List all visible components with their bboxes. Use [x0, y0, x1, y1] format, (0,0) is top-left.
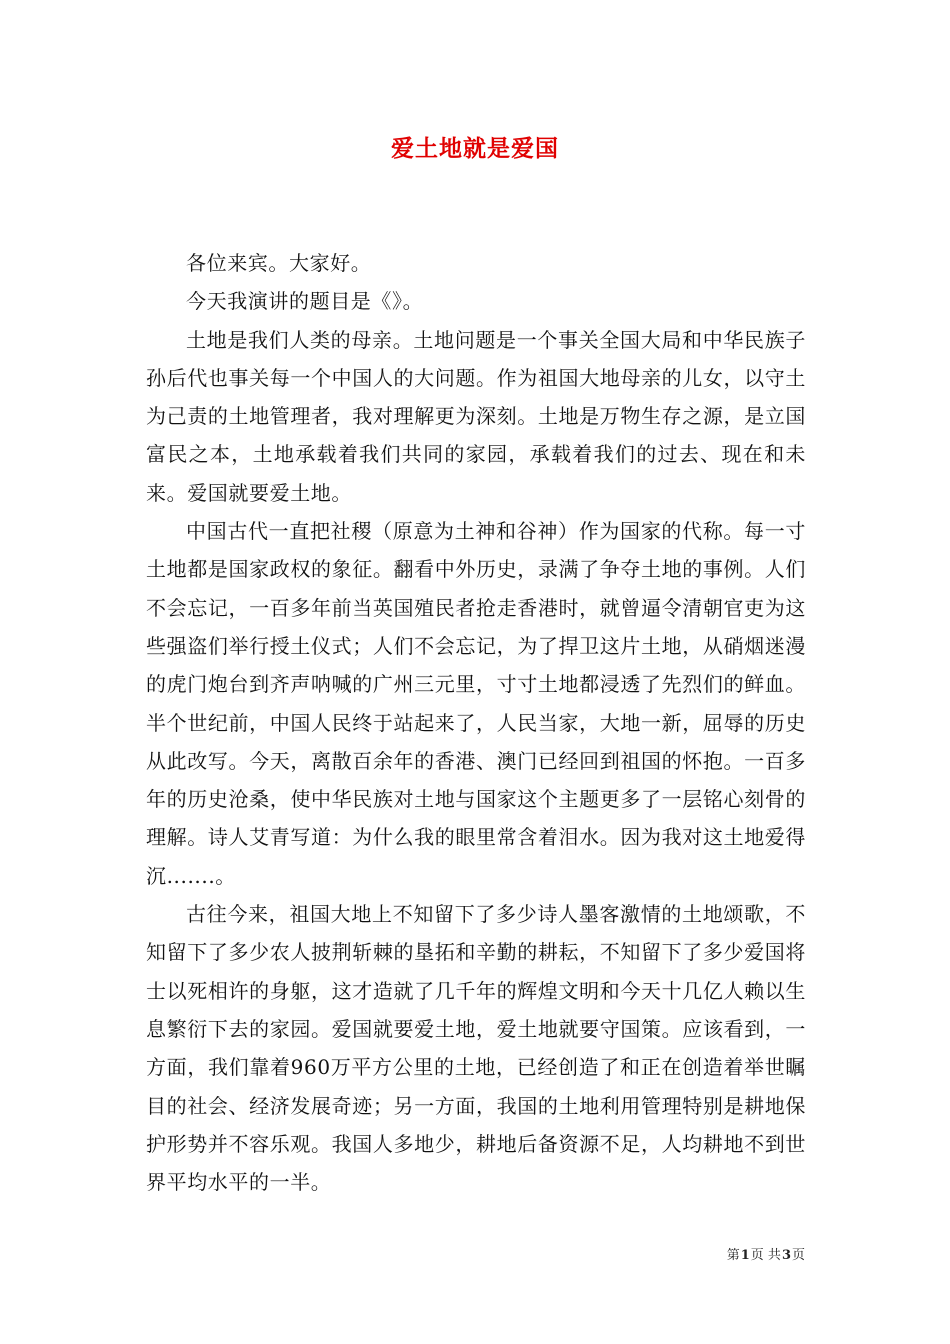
footer-middle: 页 共 — [750, 1248, 781, 1263]
document-body — [146, 244, 806, 1201]
paragraph-topic: 今天我演讲的题目是《》。 — [186, 289, 424, 314]
paragraph-land-mother: 土地是我们人类的母亲。土地问题是一个事关全国大局和中华民族子孙后代也事关每一个中国人的大问题。作为祖国大地母亲的儿女，以守土为己责的土地管理者，我对理解更为深刻。土地是万物生存之源，是立国富民之本，土地承载着我们共同的家园，承载着我们的过去、现在和未来。爱国就要爱土地。 — [146, 327, 806, 505]
paragraph-greeting: 各位来宾。大家好。 — [186, 251, 372, 275]
page-footer — [727, 1247, 805, 1265]
footer-current-page: 1 — [740, 1248, 750, 1263]
footer-prefix: 第 — [726, 1248, 740, 1263]
paragraph-national-policy: 古往今来，祖国大地上不知留下了多少诗人墨客激情的土地颂歌，不知留下了多少农人披荆斩棘的垦拓和辛勤的耕耘，不知留下了多少爱国将士以死相许的身躯，这才造就了几千年的辉煌文明和今天十几亿人赖以生息繁衍下去的家园。爱国就要爱土地，爱土地就要守国策。应该看到，一方面，我们靠着960万平方公里的土地，已经创造了和正在创造着举世瞩目的社会、经济发展奇迹；另一方面，我国的土地利用管理特别是耕地保护形势并不容乐观。我国人多地少，耕地后备资源不足，人均耕地不到世界平均水平的一半。 — [146, 902, 806, 1195]
document-title: 爱土地就是爱国 — [391, 135, 559, 162]
footer-total-pages: 3 — [781, 1248, 791, 1263]
footer-suffix: 页 — [791, 1248, 805, 1263]
paragraph-history: 中国古代一直把社稷（原意为土神和谷神）作为国家的代称。每一寸土地都是国家政权的象征。翻看中外历史，录满了争夺土地的事例。人们不会忘记，一百多年前当英国殖民者抢走香港时，就曾逼令清朝官吏为这些强盗们举行授土仪式；人们不会忘记，为了捍卫这片土地，从硝烟迷漫的虎门炮台到齐声呐喊的广州三元里，寸寸土地都浸透了先烈们的鲜血。半个世纪前，中国人民终于站起来了，人民当家，大地一新，屈辱的历史从此改写。今天，离散百余年的香港、澳门已经回到祖国的怀抱。一百多年的历史沧桑，使中华民族对土地与国家这个主题更多了一层铭心刻骨的理解。诗人艾青写道：为什么我的眼里常含着泪水。因为我对这土地爱得沉.......。 — [146, 519, 806, 888]
